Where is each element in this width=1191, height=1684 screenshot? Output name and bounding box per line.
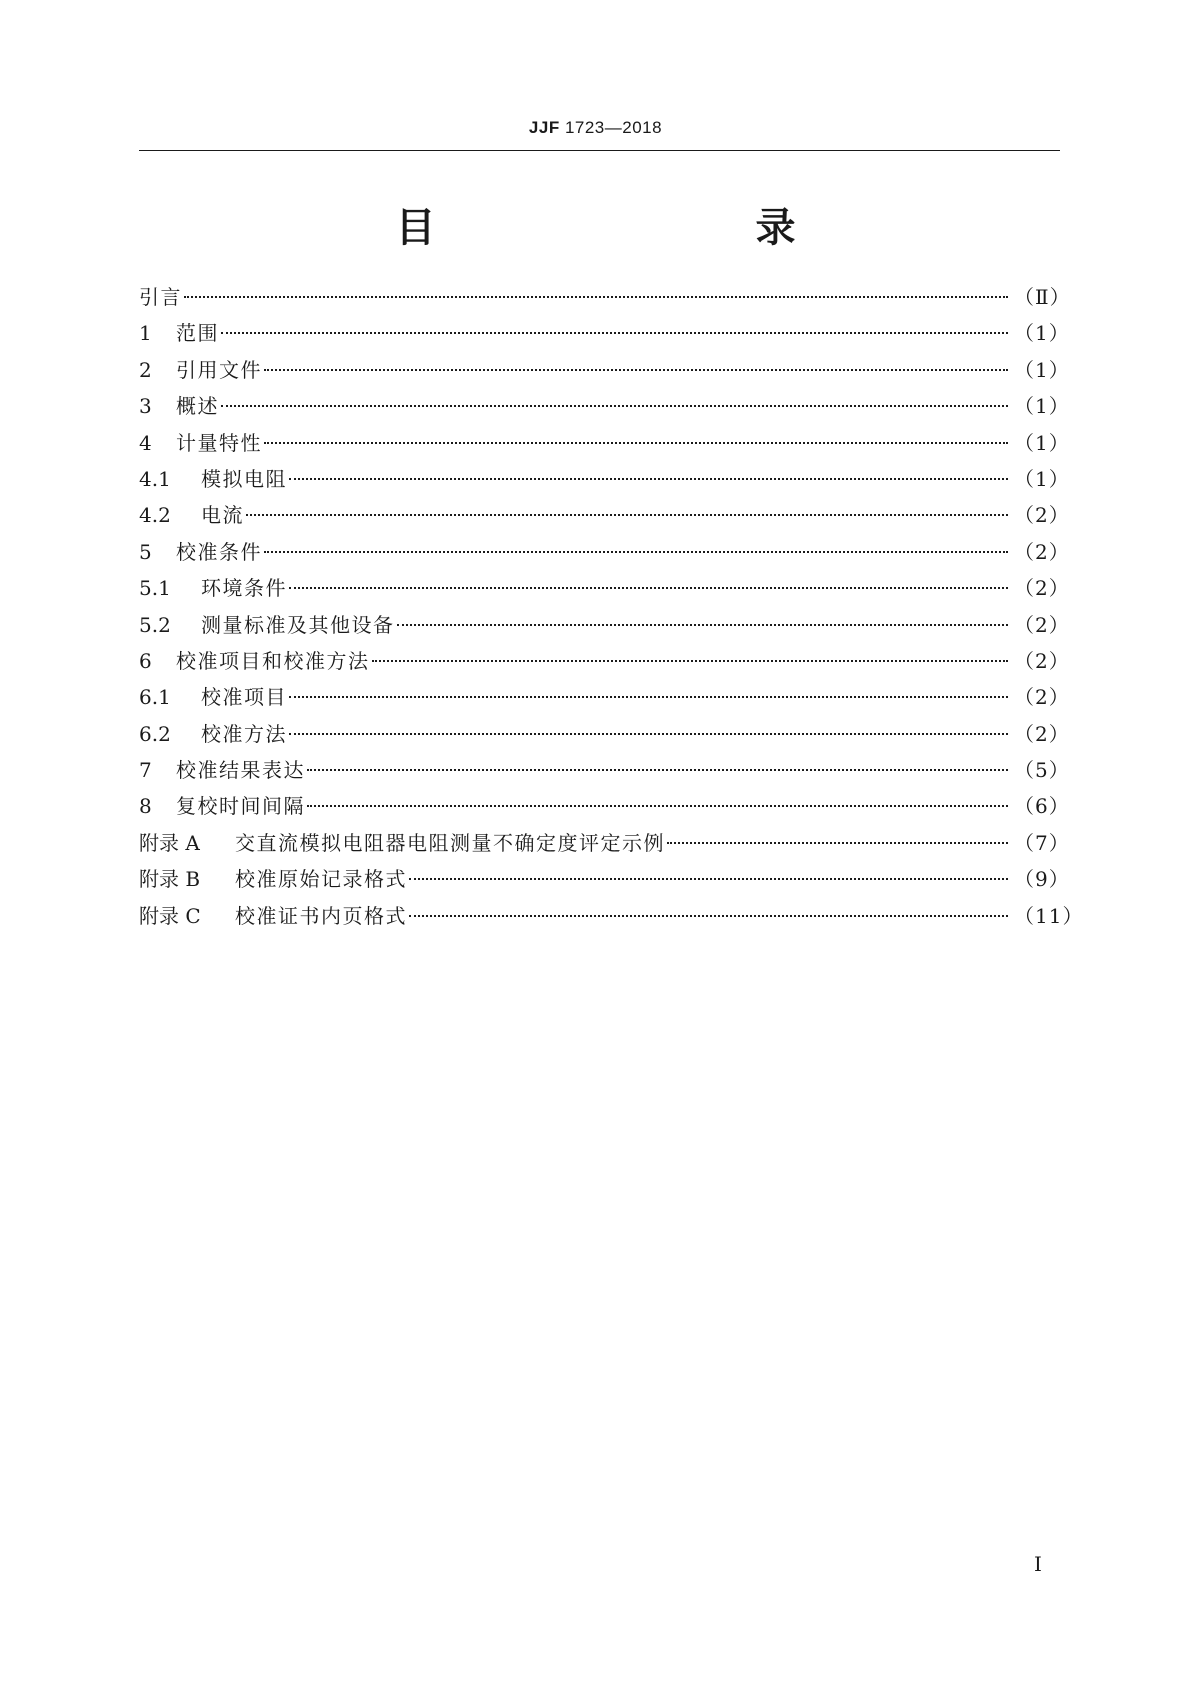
toc-entry-number: 6.1: [139, 685, 171, 710]
toc-entry-number: 6.2: [139, 721, 171, 746]
toc-entry-number: 8: [139, 794, 152, 819]
toc-entry-page: （7）: [1014, 830, 1070, 855]
toc-entry-number: 5.1: [139, 576, 171, 601]
toc-entry-label: 复校时间间隔: [176, 794, 305, 819]
toc-entry-number: 4.2: [139, 503, 171, 528]
toc-leader-dots: [184, 272, 1008, 298]
table-of-contents: [139, 278, 1084, 933]
toc-entry-page: （2）: [1014, 576, 1070, 601]
toc-leader-dots: [372, 636, 1009, 662]
toc-entry-label: 引用文件: [176, 357, 262, 382]
page-number: Ⅰ: [1034, 1552, 1042, 1576]
toc-entry-label: 测量标准及其他设备: [201, 612, 395, 637]
toc-entry-page: （1）: [1014, 321, 1070, 346]
toc-entry-label: 环境条件: [201, 576, 287, 601]
toc-entry-page: （9）: [1014, 867, 1070, 892]
toc-entry-label: 校准条件: [176, 539, 262, 564]
toc-leader-dots: [264, 345, 1008, 371]
toc-entry-page: （2）: [1014, 721, 1070, 746]
page-title: 目 录: [395, 205, 876, 251]
document-code: [0, 118, 1191, 138]
toc-entry-number: 4: [139, 430, 152, 455]
toc-entry-page: （5）: [1014, 758, 1070, 783]
toc-entry-label: 引言: [139, 285, 182, 309]
toc-entry-label: 电流: [201, 503, 244, 528]
toc-leader-dots: [289, 454, 1008, 480]
toc-leader-dots: [307, 745, 1008, 771]
toc-entry-label: 范围: [176, 321, 219, 346]
toc-leader-dots: [264, 418, 1008, 444]
toc-leader-dots: [289, 709, 1008, 735]
toc-entry-number: 1: [139, 321, 152, 346]
toc-entry-label: 校准项目: [201, 685, 287, 710]
toc-leader-dots: [397, 600, 1009, 626]
toc-entry-page: （Ⅱ）: [1014, 285, 1071, 309]
toc-entry-number: 附录 A: [139, 830, 200, 855]
toc-entry-page: （1）: [1014, 430, 1070, 455]
toc-entry-number: 2: [139, 357, 152, 382]
toc-entry-number: 附录 B: [139, 867, 201, 892]
toc-entry-label: 校准结果表达: [176, 758, 305, 783]
toc-entry[interactable]: [139, 897, 1084, 933]
toc-entry-label: 模拟电阻: [201, 466, 287, 491]
toc-entry-page: （1）: [1014, 466, 1070, 491]
toc-entry-number: 7: [139, 758, 152, 783]
toc-entry-label: 交直流模拟电阻器电阻测量不确定度评定示例: [235, 830, 665, 855]
toc-entry-label: 校准项目和校准方法: [176, 648, 370, 673]
toc-entry-page: （2）: [1014, 539, 1070, 564]
document-code-number: 1723—2018: [564, 118, 663, 137]
toc-entry-page: （1）: [1014, 357, 1070, 382]
toc-leader-dots: [307, 781, 1008, 807]
toc-leader-dots: [221, 308, 1008, 334]
toc-leader-dots: [246, 490, 1008, 516]
toc-entry-number: 6: [139, 648, 152, 673]
toc-entry-label: 计量特性: [176, 430, 262, 455]
toc-leader-dots: [667, 818, 1008, 844]
toc-leader-dots: [289, 672, 1008, 698]
toc-entry-page: （2）: [1014, 612, 1070, 637]
toc-entry-number: 附录 C: [139, 903, 201, 928]
toc-entry-page: （2）: [1014, 685, 1070, 710]
toc-entry-page: （6）: [1014, 794, 1070, 819]
toc-entry-page: （11）: [1014, 903, 1084, 928]
toc-entry-label: 校准原始记录格式: [235, 867, 407, 892]
header-divider: [139, 150, 1060, 151]
toc-entry-label: 校准方法: [201, 721, 287, 746]
toc-entry-number: 5: [139, 539, 152, 564]
toc-entry-label: 校准证书内页格式: [235, 903, 407, 928]
toc-leader-dots: [221, 381, 1008, 407]
toc-entry-number: 3: [139, 394, 152, 419]
toc-leader-dots: [289, 563, 1008, 589]
toc-leader-dots: [264, 527, 1008, 553]
toc-entry-page: （2）: [1014, 648, 1070, 673]
document-code-prefix: JJF: [528, 118, 560, 137]
toc-leader-dots: [409, 854, 1008, 880]
toc-entry-number: 4.1: [139, 466, 171, 491]
toc-entry-page: （1）: [1014, 394, 1070, 419]
toc-leader-dots: [409, 891, 1008, 917]
toc-entry-number: 5.2: [139, 612, 171, 637]
toc-entry-label: 概述: [176, 394, 219, 419]
toc-entry-page: （2）: [1014, 503, 1070, 528]
